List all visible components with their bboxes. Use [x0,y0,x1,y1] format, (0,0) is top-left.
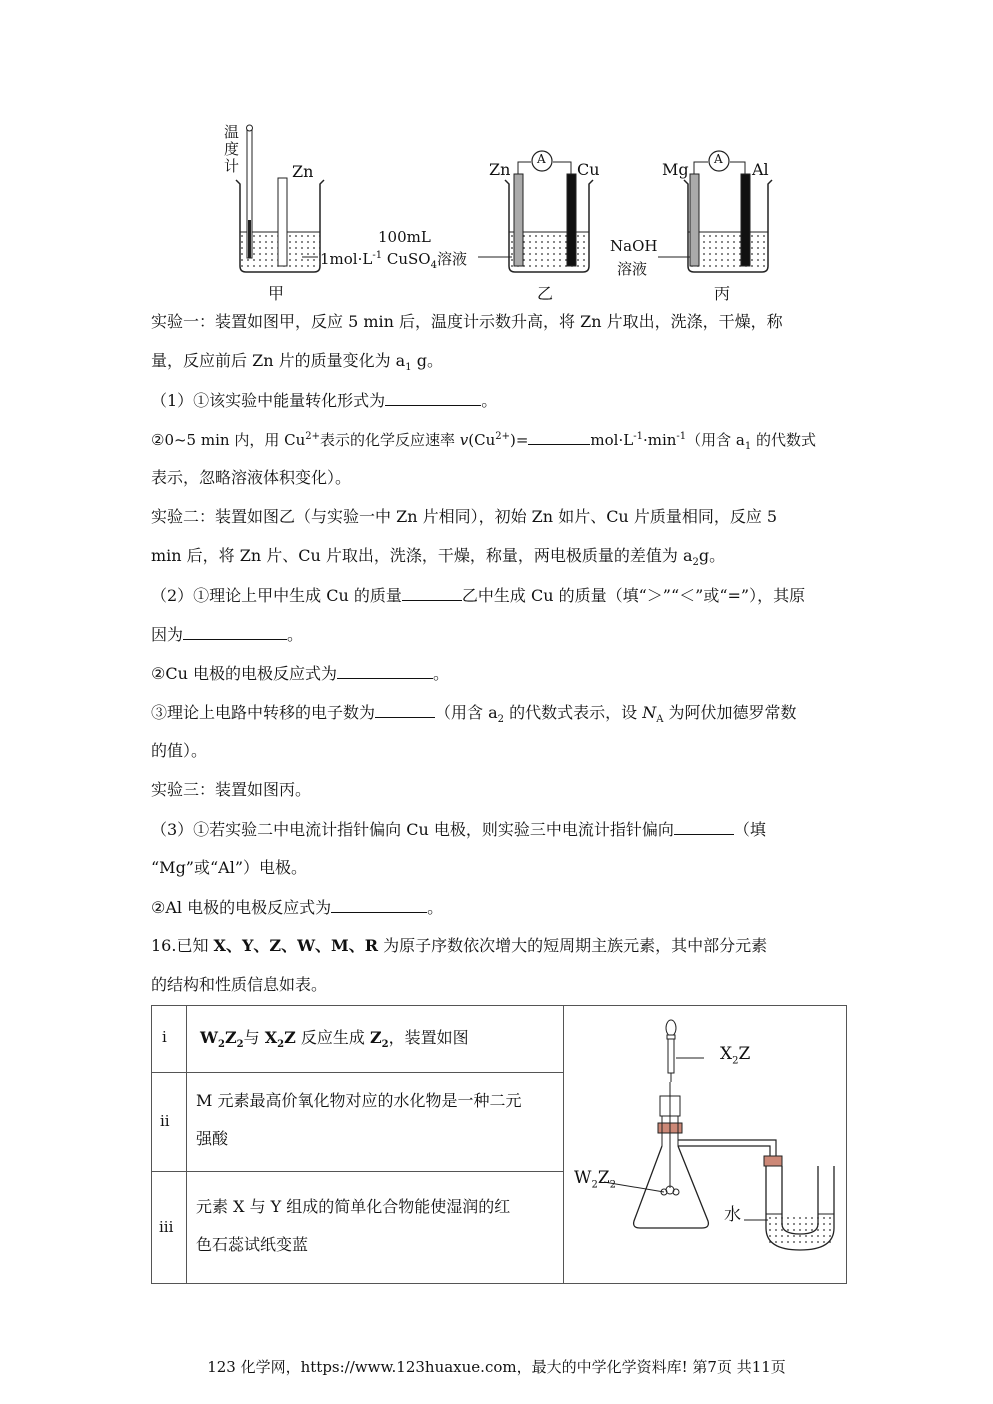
question-1-1: （1）①该实验中能量转化形式为 。 [151,391,498,410]
zn-strip [278,178,287,266]
apparatus-figure [0,0,993,310]
conical-flask-icon [604,1082,708,1228]
answer-blank[interactable] [375,701,435,718]
text-line: “Mg”或“Al”）电极。 [151,858,308,877]
bing-left-label: Mg [662,160,689,179]
answer-blank[interactable] [674,818,734,835]
row-label: ii [160,1112,170,1130]
flask-label: $W_2Z_2$ [574,1168,617,1191]
row-label: i [162,1028,167,1046]
answer-blank[interactable] [385,389,481,406]
answer-blank[interactable] [183,623,287,640]
text-line: 量，反应前后 Zn 片的质量变化为 $a_1$ g。 [151,351,443,374]
text-line: 实验一：装置如图甲，反应 5 min 后，温度计示数升高，将 Zn 片取出，洗涤，干燥，称 [151,312,783,331]
yi-meter-label: A [537,152,546,166]
question-2-3: ③理论上电路中转移的电子数为 （用含 $a_2$ 的代数式表示，设 $N_A$ 为阿伏加德罗常数 [151,703,797,726]
zn-label: Zn [292,162,314,181]
text-line: min 后，将 Zn 片、Cu 片取出，洗涤，干燥，称量，两电极质量的差值为 $a_2g$。 [151,546,726,569]
answer-blank[interactable] [331,896,427,913]
table-cell: $W_2Z_2$与 $X_2Z$ 反应生成 $Z_2$，装置如图 [200,1028,469,1051]
beaker-jia [236,125,324,272]
bing-right-label: Al [752,160,769,179]
page-footer: 123 化学网，https://www.123huaxue.com，最大的中学化学资料库! 第7页 共11页 [207,1358,786,1376]
yi-left-label: Zn [489,160,511,179]
text-line: 因为 。 [151,625,304,644]
caption-yi: 乙 [537,284,554,303]
thermometer-label: 温度计 [224,123,240,175]
info-table [151,1005,847,1284]
dropper-label: $X_2Z$ [720,1044,751,1067]
gas-apparatus-figure [564,1006,846,1283]
caption-jia: 甲 [268,284,285,303]
text-line: 的值）。 [151,741,208,760]
question-16-stem: 16.已知 X、Y、Z、W、M、R 为原子序数依次增大的短周期主族元素，其中部分元素 [151,936,768,955]
answer-blank[interactable] [528,428,590,445]
text-line: 的结构和性质信息如表。 [151,975,328,994]
question-3-2: ②Al 电极的电极反应式为 。 [151,898,444,917]
u-tube-icon [744,1166,834,1250]
table-cell: M 元素最高价氧化物对应的水化物是一种二元 强酸 [196,1091,522,1148]
answer-blank[interactable] [402,584,462,601]
dropper-icon [666,1020,704,1082]
answer-blank[interactable] [337,662,433,679]
caption-bing: 丙 [714,284,731,303]
bing-meter-label: A [714,152,723,166]
yi-right-label: Cu [577,160,600,179]
text-line: 实验三：装置如图丙。 [151,780,312,799]
question-3-1: （3）①若实验二中电流计指针偏向 Cu 电极，则实验三中电流计指针偏向 （填 [151,820,766,839]
question-1-2: ②0~5 min 内，用 $Cu^{2+}$表示的化学反应速率 $v(Cu^{2+})= mol\cdot L^{-1}\cdot\min^{-1}$（用含 $a_1$ 的代数式 [151,428,816,451]
text-line: 表示，忽略溶液体积变化）。 [151,468,352,487]
row-label: iii [159,1218,174,1236]
water-label: 水 [724,1205,741,1225]
question-2-2: ②Cu 电极的电极反应式为 。 [151,664,449,683]
solution-volume: 100mL [378,228,431,246]
naoh-solution-label: 溶液 [617,260,648,278]
question-2-1: （2）①理论上甲中生成 Cu 的质量 乙中生成 Cu 的质量（填“＞”“＜”或“=”），其原 [151,586,806,605]
text-line: 实验二：装置如图乙（与实验一中 Zn 片相同），初始 Zn 如片、Cu 片质量相同，反应 5 [151,507,778,526]
solution-label: $1mol\cdot L^{-1}$ CuSO$_4$溶液 [320,250,467,271]
naoh-label: NaOH [610,237,658,255]
table-cell: 元素 X 与 Y 组成的简单化合物能使湿润的红 色石蕊试纸变蓝 [196,1197,511,1254]
